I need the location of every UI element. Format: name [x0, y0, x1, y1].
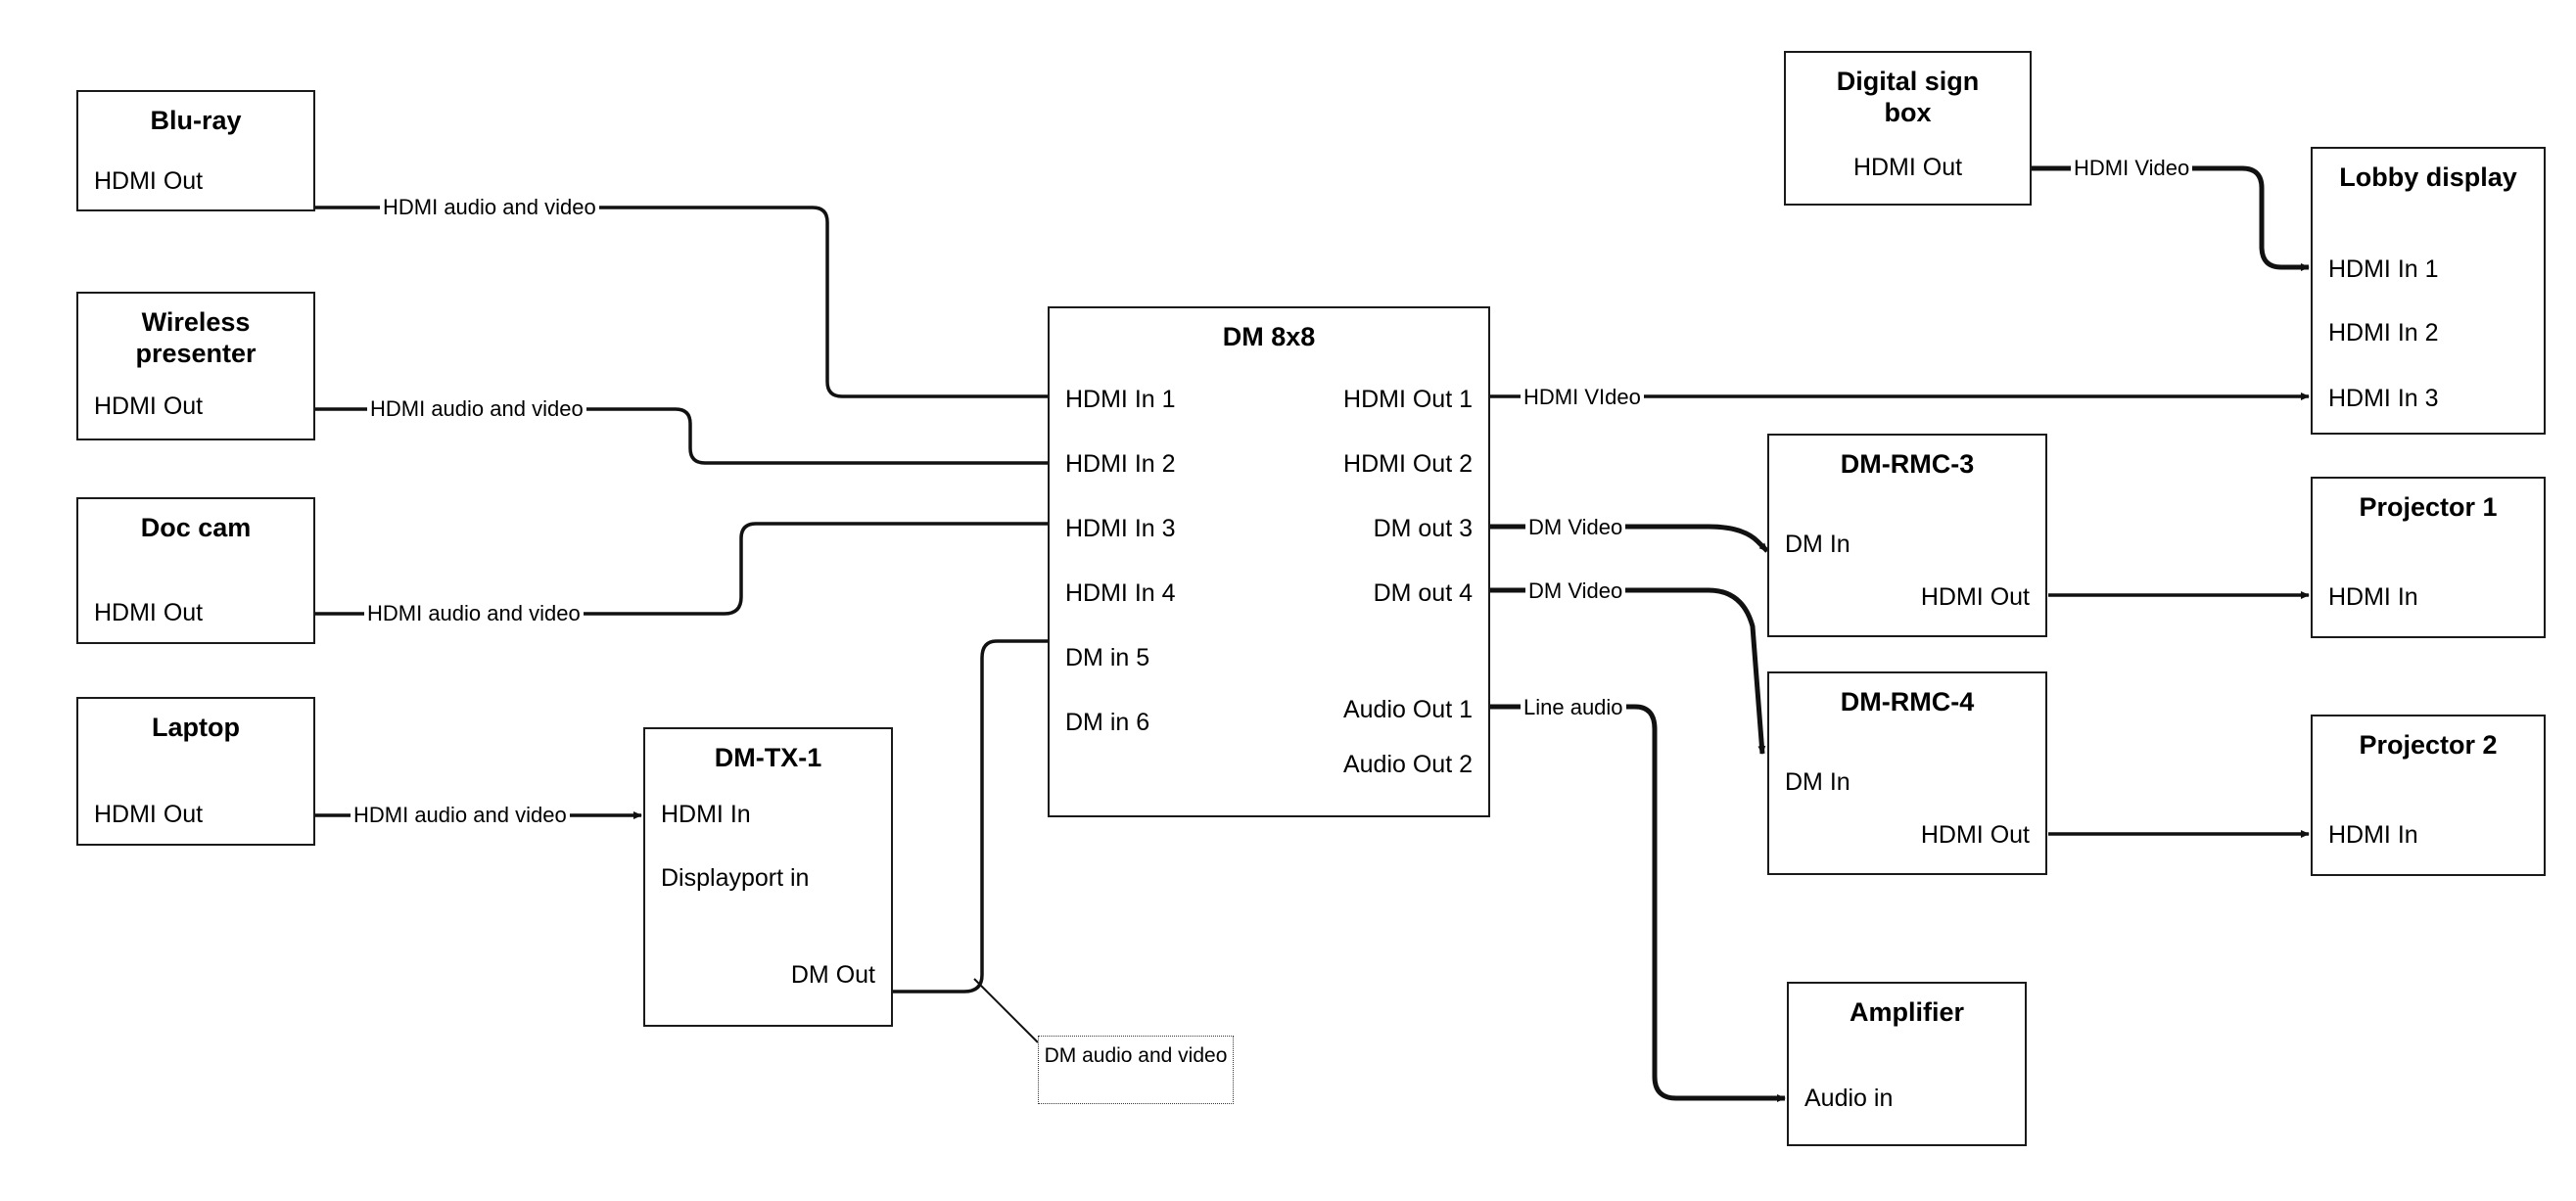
port-dm-in-5[interactable]: DM in 5 — [1065, 644, 1150, 671]
port-dm-in[interactable]: DM In — [1785, 531, 1850, 558]
node-title: Wireless presenter — [135, 307, 257, 368]
port-hdmi-out-2[interactable]: HDMI Out 2 — [1343, 450, 1473, 478]
node-laptop[interactable] — [76, 697, 315, 846]
port-hdmi-out[interactable]: HDMI Out — [94, 599, 204, 626]
note-dm-audio-and-video — [1038, 1036, 1234, 1104]
port-hdmi-in[interactable]: HDMI In — [661, 801, 751, 828]
node-title: DM-RMC-4 — [1840, 687, 1975, 716]
port-dm-out-3[interactable]: DM out 3 — [1373, 515, 1473, 542]
node-title: DM 8x8 — [1222, 322, 1316, 351]
port-dm-in[interactable]: DM In — [1785, 768, 1850, 796]
port-hdmi-in-3[interactable]: HDMI In 3 — [1065, 515, 1176, 542]
node-amplifier[interactable] — [1787, 982, 2027, 1146]
node-title: Lobby display — [2339, 162, 2517, 192]
node-doc-cam[interactable] — [76, 497, 315, 644]
node-digital-sign-box[interactable] — [1784, 51, 2032, 206]
edge-label-laptop-to-tx: HDMI audio and video — [351, 804, 570, 827]
edge-label-sign-to-lobby: HDMI Video — [2071, 157, 2192, 180]
node-lobby-display[interactable] — [2311, 147, 2546, 435]
node-title: Digital sign box — [1836, 67, 1980, 127]
node-projector-1[interactable] — [2311, 477, 2546, 638]
port-audio-in[interactable]: Audio in — [1804, 1085, 1894, 1112]
edge-label-dm-out3-to-rmc3: DM Video — [1525, 516, 1625, 539]
port-displayport-in[interactable]: Displayport in — [661, 864, 810, 892]
edge-label-doccam-to-dm: HDMI audio and video — [364, 602, 584, 625]
edge-label-dm-out4-to-rmc4: DM Video — [1525, 579, 1625, 603]
port-hdmi-in[interactable]: HDMI In — [2328, 821, 2418, 849]
node-title: Projector 1 — [2359, 492, 2498, 522]
node-title: Doc cam — [140, 513, 252, 542]
node-dm-8x8[interactable] — [1048, 306, 1490, 817]
port-audio-out-2[interactable]: Audio Out 2 — [1342, 751, 1473, 778]
node-bluray[interactable] — [76, 90, 315, 211]
edge-label-wireless-to-dm: HDMI audio and video — [367, 397, 586, 421]
node-dm-tx-1[interactable] — [643, 727, 893, 1027]
port-hdmi-in-4[interactable]: HDMI In 4 — [1065, 579, 1176, 607]
node-title: DM-TX-1 — [714, 743, 822, 772]
node-title: DM-RMC-3 — [1840, 449, 1975, 479]
port-hdmi-in[interactable]: HDMI In — [2328, 583, 2418, 611]
node-wireless-presenter[interactable] — [76, 292, 315, 440]
node-dm-rmc-3[interactable] — [1767, 434, 2047, 637]
edge-label-dm-out1-to-lobby: HDMI VIdeo — [1521, 386, 1644, 409]
port-hdmi-in-3[interactable]: HDMI In 3 — [2328, 385, 2439, 412]
node-projector-2[interactable] — [2311, 715, 2546, 876]
port-hdmi-out[interactable]: HDMI Out — [94, 167, 204, 195]
port-hdmi-in-1[interactable]: HDMI In 1 — [1065, 386, 1176, 413]
node-title: Projector 2 — [2359, 730, 2498, 760]
port-hdmi-in-2[interactable]: HDMI In 2 — [2328, 319, 2439, 346]
node-title: Amplifier — [1849, 997, 1965, 1027]
port-dm-in-6[interactable]: DM in 6 — [1065, 709, 1150, 736]
edge-label-bluray-to-dm: HDMI audio and video — [380, 196, 599, 219]
port-dm-out-4[interactable]: DM out 4 — [1373, 579, 1473, 607]
port-dm-out[interactable]: DM Out — [790, 961, 875, 989]
port-hdmi-in-1[interactable]: HDMI In 1 — [2328, 255, 2439, 283]
node-dm-rmc-4[interactable] — [1767, 671, 2047, 875]
port-hdmi-out[interactable]: HDMI Out — [1920, 821, 2030, 849]
port-audio-out-1[interactable]: Audio Out 1 — [1342, 696, 1473, 723]
port-hdmi-out[interactable]: HDMI Out — [1920, 583, 2030, 611]
note-text: DM audio and video — [1044, 1044, 1228, 1067]
port-hdmi-in-2[interactable]: HDMI In 2 — [1065, 450, 1176, 478]
port-hdmi-out[interactable]: HDMI Out — [94, 801, 204, 828]
port-hdmi-out-1[interactable]: HDMI Out 1 — [1343, 386, 1473, 413]
port-hdmi-out[interactable]: HDMI Out — [1852, 154, 1963, 181]
port-hdmi-out[interactable]: HDMI Out — [94, 393, 204, 420]
node-title: Laptop — [152, 713, 240, 742]
node-title: Blu-ray — [150, 106, 242, 135]
edge-label-dm-audio1-to-amp: Line audio — [1521, 696, 1626, 719]
